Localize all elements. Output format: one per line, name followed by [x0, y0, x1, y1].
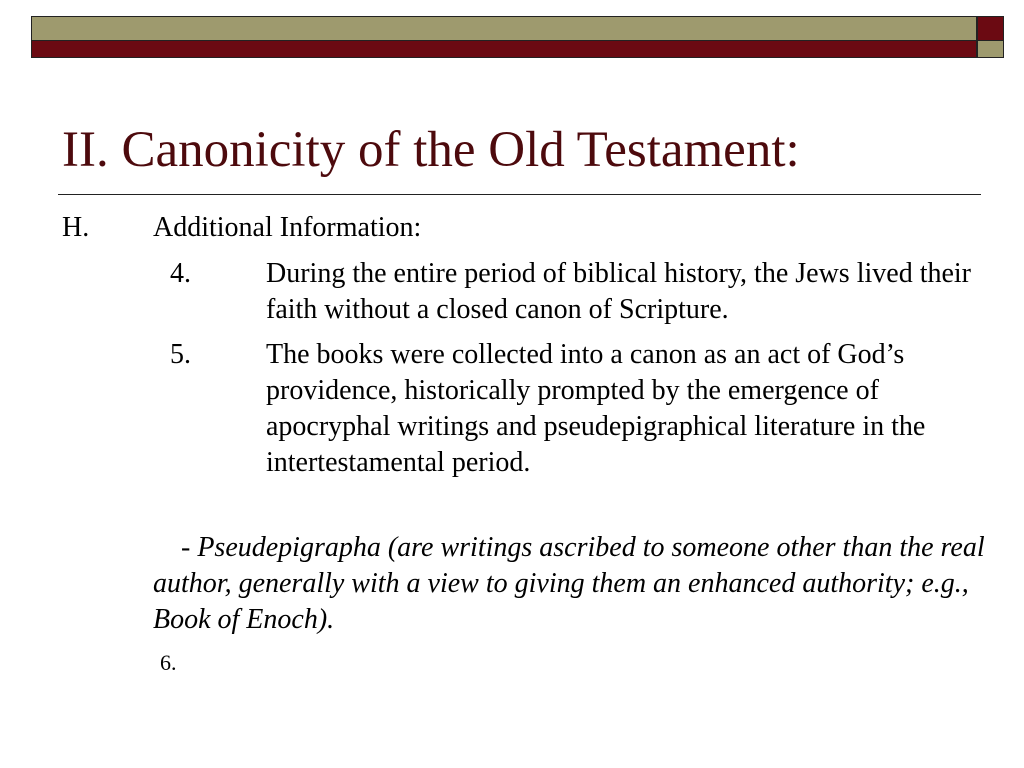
note-dash: - [181, 532, 198, 563]
list-item-number: 5. [170, 339, 191, 370]
header-corner-olive [977, 41, 1004, 58]
note-text: Pseudepigrapha (are writings ascribed to someone other than the real author, generally with a view to giving them an enhanced authority; e.g., Book of Enoch). [153, 532, 985, 635]
section-marker: H. [62, 212, 90, 243]
list-item-text: During the entire period of biblical history, the Jews lived their faith without a closed canon of Scripture. [266, 258, 972, 325]
header-banner-maroon [31, 41, 977, 58]
list-item-text: The books were collected into a canon as an act of God’s providence, historically prompted by the emergence of apocryphal writings and pseudepigraphical literature in the intertestamental period. [266, 339, 926, 478]
next-item-number: 6. [160, 650, 177, 675]
section-heading: Additional Information: [153, 212, 422, 243]
pseudepigrapha-note [153, 530, 987, 638]
title-divider [58, 194, 981, 195]
header-corner-maroon [977, 16, 1004, 41]
list-item-number: 4. [170, 258, 191, 289]
header-banner-olive [31, 16, 977, 41]
slide-title: II. Canonicity of the Old Testament: [62, 122, 800, 178]
